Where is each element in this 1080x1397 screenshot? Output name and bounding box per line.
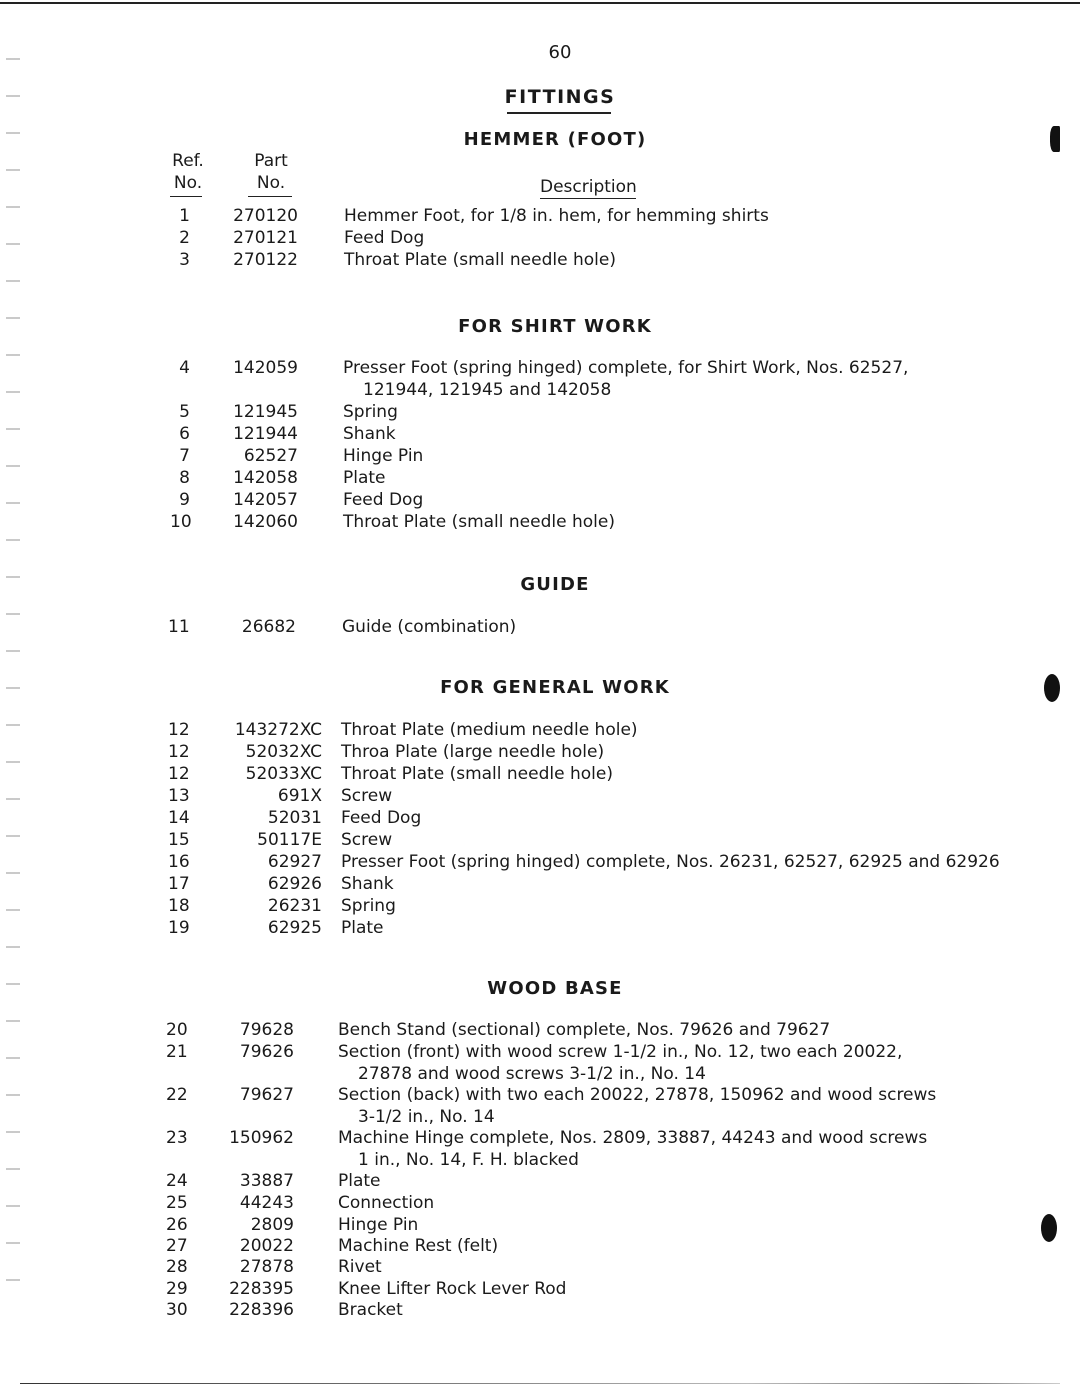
part-description: Hinge Pin bbox=[338, 1215, 419, 1235]
part-number: 150962 bbox=[229, 1128, 294, 1148]
part-number: 20022 bbox=[239, 1236, 294, 1256]
part-number: 2809 bbox=[250, 1215, 294, 1235]
part-description: Throat Plate (medium needle hole) bbox=[341, 720, 638, 740]
ref-number: 7 bbox=[179, 446, 190, 466]
ref-number: 22 bbox=[166, 1085, 188, 1105]
part-description: Rivet bbox=[338, 1257, 382, 1277]
ref-number: 17 bbox=[168, 874, 190, 894]
part-number: 50117E bbox=[257, 830, 322, 850]
ref-number: 30 bbox=[166, 1300, 188, 1320]
section-title: GUIDE bbox=[520, 574, 590, 595]
ref-number: 6 bbox=[179, 424, 190, 444]
ref-number: 14 bbox=[168, 808, 190, 828]
ref-no-header bbox=[168, 150, 208, 194]
title-underline bbox=[507, 112, 611, 114]
ref-number: 12 bbox=[168, 720, 190, 740]
scan-edge-marks bbox=[6, 40, 20, 1290]
part-number: 270121 bbox=[233, 228, 298, 248]
part-number: 142060 bbox=[233, 512, 298, 532]
part-description: Throat Plate (small needle hole) bbox=[341, 764, 613, 784]
part-description: Throa Plate (large needle hole) bbox=[341, 742, 605, 762]
section-title: HEMMER (FOOT) bbox=[463, 129, 647, 150]
part-description: Knee Lifter Rock Lever Rod bbox=[338, 1279, 567, 1299]
part-description: Throat Plate (small needle hole) bbox=[343, 512, 615, 532]
part-description: Plate bbox=[341, 918, 384, 938]
ref-number: 10 bbox=[170, 512, 192, 532]
part-number: 79628 bbox=[239, 1020, 294, 1040]
part-number: 52031 bbox=[267, 808, 322, 828]
ref-number: 24 bbox=[166, 1171, 188, 1191]
ref-number: 11 bbox=[168, 617, 190, 637]
ref-number: 15 bbox=[168, 830, 190, 850]
ref-number: 27 bbox=[166, 1236, 188, 1256]
part-number: 44243 bbox=[239, 1193, 294, 1213]
part-number: 142057 bbox=[233, 490, 298, 510]
ref-number: 12 bbox=[168, 764, 190, 784]
part-number: 62927 bbox=[267, 852, 322, 872]
ref-number: 26 bbox=[166, 1215, 188, 1235]
ref-number: 9 bbox=[179, 490, 190, 510]
part-number: 228396 bbox=[229, 1300, 294, 1320]
section-title: FOR SHIRT WORK bbox=[458, 316, 652, 337]
part-number: 228395 bbox=[229, 1279, 294, 1299]
part-number: 143272XC bbox=[234, 720, 322, 740]
part-number: 79626 bbox=[239, 1042, 294, 1062]
ref-number: 19 bbox=[168, 918, 190, 938]
part-number: 52033XC bbox=[245, 764, 322, 784]
ref-number: 21 bbox=[166, 1042, 188, 1062]
part-description: Hemmer Foot, for 1/8 in. hem, for hemming shirts bbox=[344, 206, 769, 226]
ref-number: 8 bbox=[179, 468, 190, 488]
part-description: Section (back) with two each 20022, 27878, 150962 and wood screws bbox=[338, 1085, 937, 1105]
part-description: Screw bbox=[341, 786, 393, 806]
part-number: 62527 bbox=[243, 446, 298, 466]
part-number: 142058 bbox=[233, 468, 298, 488]
part-number: 121945 bbox=[233, 402, 298, 422]
part-description: Screw bbox=[341, 830, 393, 850]
part-description: Feed Dog bbox=[343, 490, 424, 510]
part-description-continued: 3-1/2 in., No. 14 bbox=[358, 1107, 495, 1127]
part-description: Throat Plate (small needle hole) bbox=[344, 250, 616, 270]
ref-number: 5 bbox=[179, 402, 190, 422]
part-number: 270122 bbox=[233, 250, 298, 270]
part-description: Hinge Pin bbox=[343, 446, 424, 466]
part-description: Plate bbox=[343, 468, 386, 488]
part-description-continued: 121944, 121945 and 142058 bbox=[363, 380, 612, 400]
description-header-underline bbox=[540, 198, 636, 199]
ref-number: 3 bbox=[179, 250, 190, 270]
ref-header-line1: Ref. bbox=[172, 151, 204, 171]
part-description: Bracket bbox=[338, 1300, 403, 1320]
ref-number: 25 bbox=[166, 1193, 188, 1213]
ref-number: 4 bbox=[179, 358, 190, 378]
ref-number: 20 bbox=[166, 1020, 188, 1040]
part-description: Presser Foot (spring hinged) complete, for Shirt Work, Nos. 62527, bbox=[343, 358, 909, 378]
ref-header-line2: No. bbox=[173, 173, 203, 193]
section-title: FOR GENERAL WORK bbox=[440, 677, 670, 698]
part-number: 270120 bbox=[233, 206, 298, 226]
ref-number: 2 bbox=[179, 228, 190, 248]
part-description-continued: 1 in., No. 14, F. H. blacked bbox=[358, 1150, 579, 1170]
part-description: Feed Dog bbox=[344, 228, 425, 248]
part-no-header bbox=[246, 150, 296, 194]
part-description: Presser Foot (spring hinged) complete, Nos. 26231, 62527, 62925 and 62926 bbox=[341, 852, 1000, 872]
page-number: 60 bbox=[548, 42, 572, 63]
part-number: 26682 bbox=[241, 617, 296, 637]
part-description-continued: 27878 and wood screws 3-1/2 in., No. 14 bbox=[358, 1064, 706, 1084]
ref-number: 12 bbox=[168, 742, 190, 762]
description-header: Description bbox=[540, 177, 637, 197]
part-header-line1: Part bbox=[254, 151, 288, 171]
part-number: 26231 bbox=[267, 896, 322, 916]
binder-hole bbox=[1041, 1214, 1057, 1242]
part-number: 27878 bbox=[239, 1257, 294, 1277]
part-header-line2: No. bbox=[256, 173, 286, 193]
part-number: 62925 bbox=[267, 918, 322, 938]
bottom-rule bbox=[20, 1383, 1060, 1384]
part-description: Shank bbox=[343, 424, 396, 444]
part-description: Connection bbox=[338, 1193, 435, 1213]
part-description: Bench Stand (sectional) complete, Nos. 79626 and 79627 bbox=[338, 1020, 831, 1040]
ref-number: 29 bbox=[166, 1279, 188, 1299]
part-number: 121944 bbox=[233, 424, 298, 444]
part-description: Plate bbox=[338, 1171, 381, 1191]
part-number: 79627 bbox=[239, 1085, 294, 1105]
part-number: 62926 bbox=[267, 874, 322, 894]
part-description: Spring bbox=[343, 402, 398, 422]
part-header-underline bbox=[248, 196, 292, 197]
page-title: FITTINGS bbox=[504, 86, 616, 108]
part-number: 691X bbox=[277, 786, 322, 806]
ref-number: 18 bbox=[168, 896, 190, 916]
ref-header-underline bbox=[170, 196, 202, 197]
part-description: Machine Rest (felt) bbox=[338, 1236, 499, 1256]
part-description: Spring bbox=[341, 896, 396, 916]
ref-number: 1 bbox=[179, 206, 190, 226]
section-title: WOOD BASE bbox=[487, 978, 623, 999]
part-description: Shank bbox=[341, 874, 394, 894]
part-description: Feed Dog bbox=[341, 808, 422, 828]
part-number: 142059 bbox=[233, 358, 298, 378]
ref-number: 28 bbox=[166, 1257, 188, 1277]
top-rule bbox=[0, 2, 1080, 4]
part-number: 52032XC bbox=[245, 742, 322, 762]
part-description: Guide (combination) bbox=[342, 617, 517, 637]
part-description: Section (front) with wood screw 1-1/2 in., No. 12, two each 20022, bbox=[338, 1042, 903, 1062]
ref-number: 13 bbox=[168, 786, 190, 806]
part-number: 33887 bbox=[239, 1171, 294, 1191]
ref-number: 23 bbox=[166, 1128, 188, 1148]
part-description: Machine Hinge complete, Nos. 2809, 33887, 44243 and wood screws bbox=[338, 1128, 928, 1148]
ref-number: 16 bbox=[168, 852, 190, 872]
